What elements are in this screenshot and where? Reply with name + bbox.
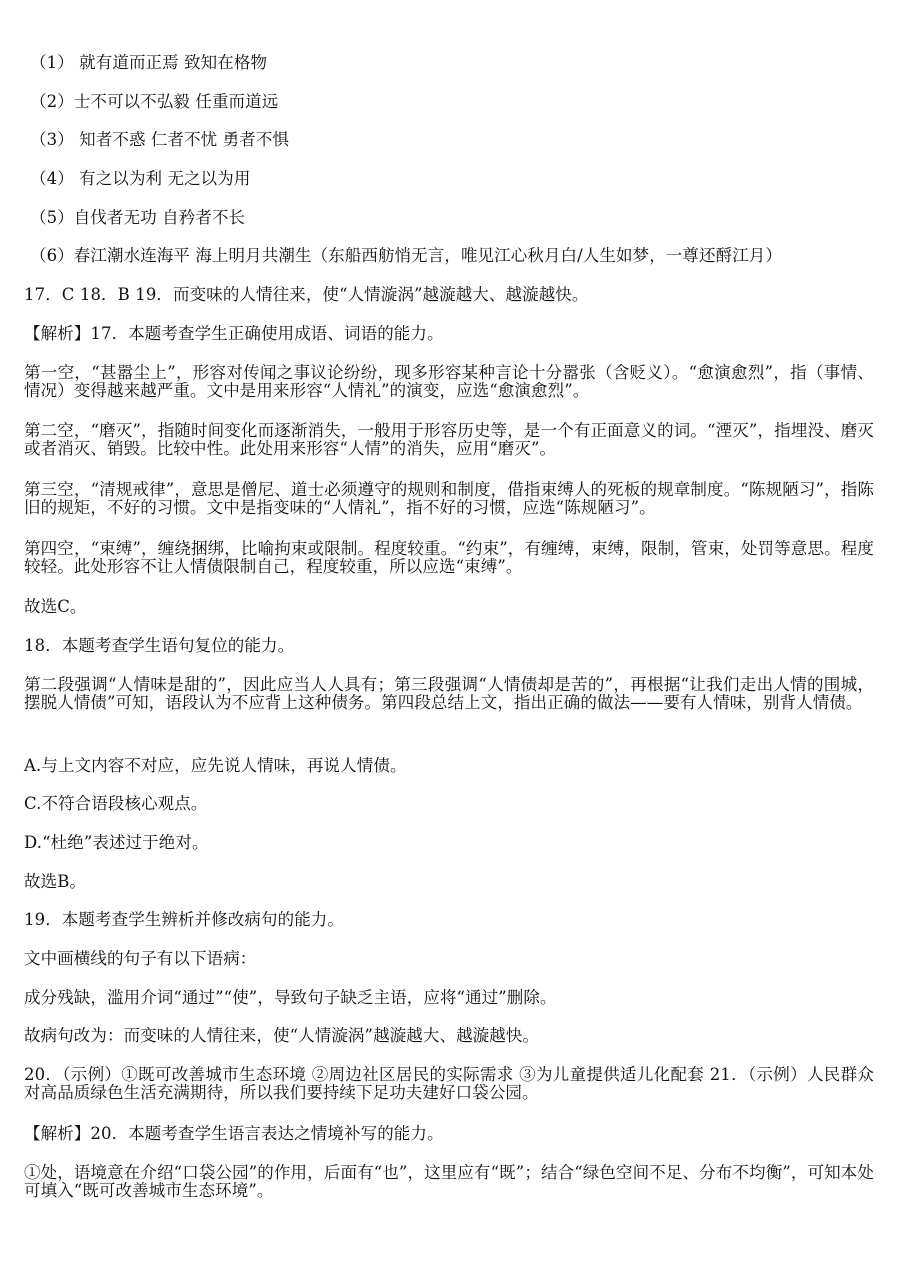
answer-line-5: （5）自伐者无功 自矜者不长 — [30, 208, 246, 227]
analysis-blank-3: 第三空，“清规戒律”，意思是僧尼、道士必须遵守的规则和制度，借指束缚人的死板的规章制度。“陈规陋习”，指陈旧的规矩，不好的习惯。文中是指变味的“人情礼”，指不好的习惯，应选“陈规陋习”。 — [24, 480, 874, 517]
answer-line-4: （4） 有之以为利 无之以为用 — [30, 169, 251, 188]
analysis-blank-2: 第二空，“磨灭”，指随时间变化而逐渐消失，一般用于形容历史等，是一个有正面意义的词。“湮灭”，指埋没、磨灭或者消灭、销毁。比较中性。此处用来形容“人情”的消失，应用“磨灭”。 — [24, 421, 874, 458]
analysis-18-heading: 18．本题考查学生语句复位的能力。 — [24, 636, 295, 655]
analysis-19-intro: 文中画横线的句子有以下语病： — [24, 949, 257, 968]
option-d-note: D.“杜绝”表述过于绝对。 — [24, 833, 209, 852]
option-a-note: A.与上文内容不对应，应先说人情味，再说人情债。 — [24, 756, 407, 775]
analysis-20-heading: 【解析】20．本题考查学生语言表达之情境补写的能力。 — [24, 1124, 444, 1143]
answer-line-3: （3） 知者不惑 仁者不忧 勇者不惧 — [30, 130, 290, 149]
analysis-blank-1: 第一空，“甚嚣尘上”，形容对传闻之事议论纷纷，现多形容某种言论十分嚣张（含贬义）。“愈演愈烈”，指（事情、情况）变得越来越严重。文中是用来形容“人情礼”的演变，应选“愈演愈烈”。 — [24, 363, 874, 400]
analysis-blank-4: 第四空，“束缚”，缠绕捆绑，比喻拘束或限制。程度较重。“约束”，有缠缚，束缚，限制，管束，处罚等意思。程度较轻。此处形容不让人情债限制自己，程度较重，所以应选“束缚”。 — [24, 539, 874, 576]
option-c-note: C.不符合语段核心观点。 — [24, 794, 208, 813]
analysis-19-correction: 故病句改为：而变味的人情往来，使“人情漩涡”越漩越大、越漩越快。 — [24, 1026, 540, 1045]
analysis-17-heading: 【解析】17．本题考查学生正确使用成语、词语的能力。 — [24, 324, 444, 343]
answers-20-21: 20．（示例）①既可改善城市生态环境 ②周边社区居民的实际需求 ③为儿童提供适儿化配套 21．（示例）人民群众对高品质绿色生活充满期待，所以我们要持续下足功夫建好口袋公园。 — [24, 1065, 874, 1102]
answers-17-19: 17．C 18．B 19．而变味的人情往来，使“人情漩涡”越漩越大、越漩越快。 — [24, 285, 589, 304]
answer-line-1: （1） 就有道而正焉 致知在格物 — [30, 53, 268, 72]
analysis-19-error: 成分残缺，滥用介词“通过”“使”，导致句子缺乏主语，应将“通过”删除。 — [24, 988, 557, 1007]
analysis-18-body: 第二段强调“人情味是甜的”，因此应当人人具有；第三段强调“人情债却是苦的”，再根据“让我们走出人情的围城，摆脱人情债”可知，语段认为不应背上这种债务。第四段总结上文，指出正确的做法——要有人情味，别背人情债。 — [24, 675, 874, 712]
answer-line-2: （2）士不可以不弘毅 任重而道远 — [30, 92, 279, 111]
analysis-19-heading: 19．本题考查学生辨析并修改病句的能力。 — [24, 910, 344, 929]
analysis-20-body: ①处，语境意在介绍“口袋公园”的作用，后面有“也”，这里应有“既”；结合“绿色空间不足、分布不均衡”，可知本处可填入“既可改善城市生态环境”。 — [24, 1163, 874, 1200]
answer-line-6: （6）春江潮水连海平 海上明月共潮生（东船西舫悄无言，唯见江心秋月白/人生如梦，一尊还酹江月） — [30, 246, 783, 265]
choice-18: 故选B。 — [24, 872, 87, 891]
choice-17: 故选C。 — [24, 597, 87, 616]
